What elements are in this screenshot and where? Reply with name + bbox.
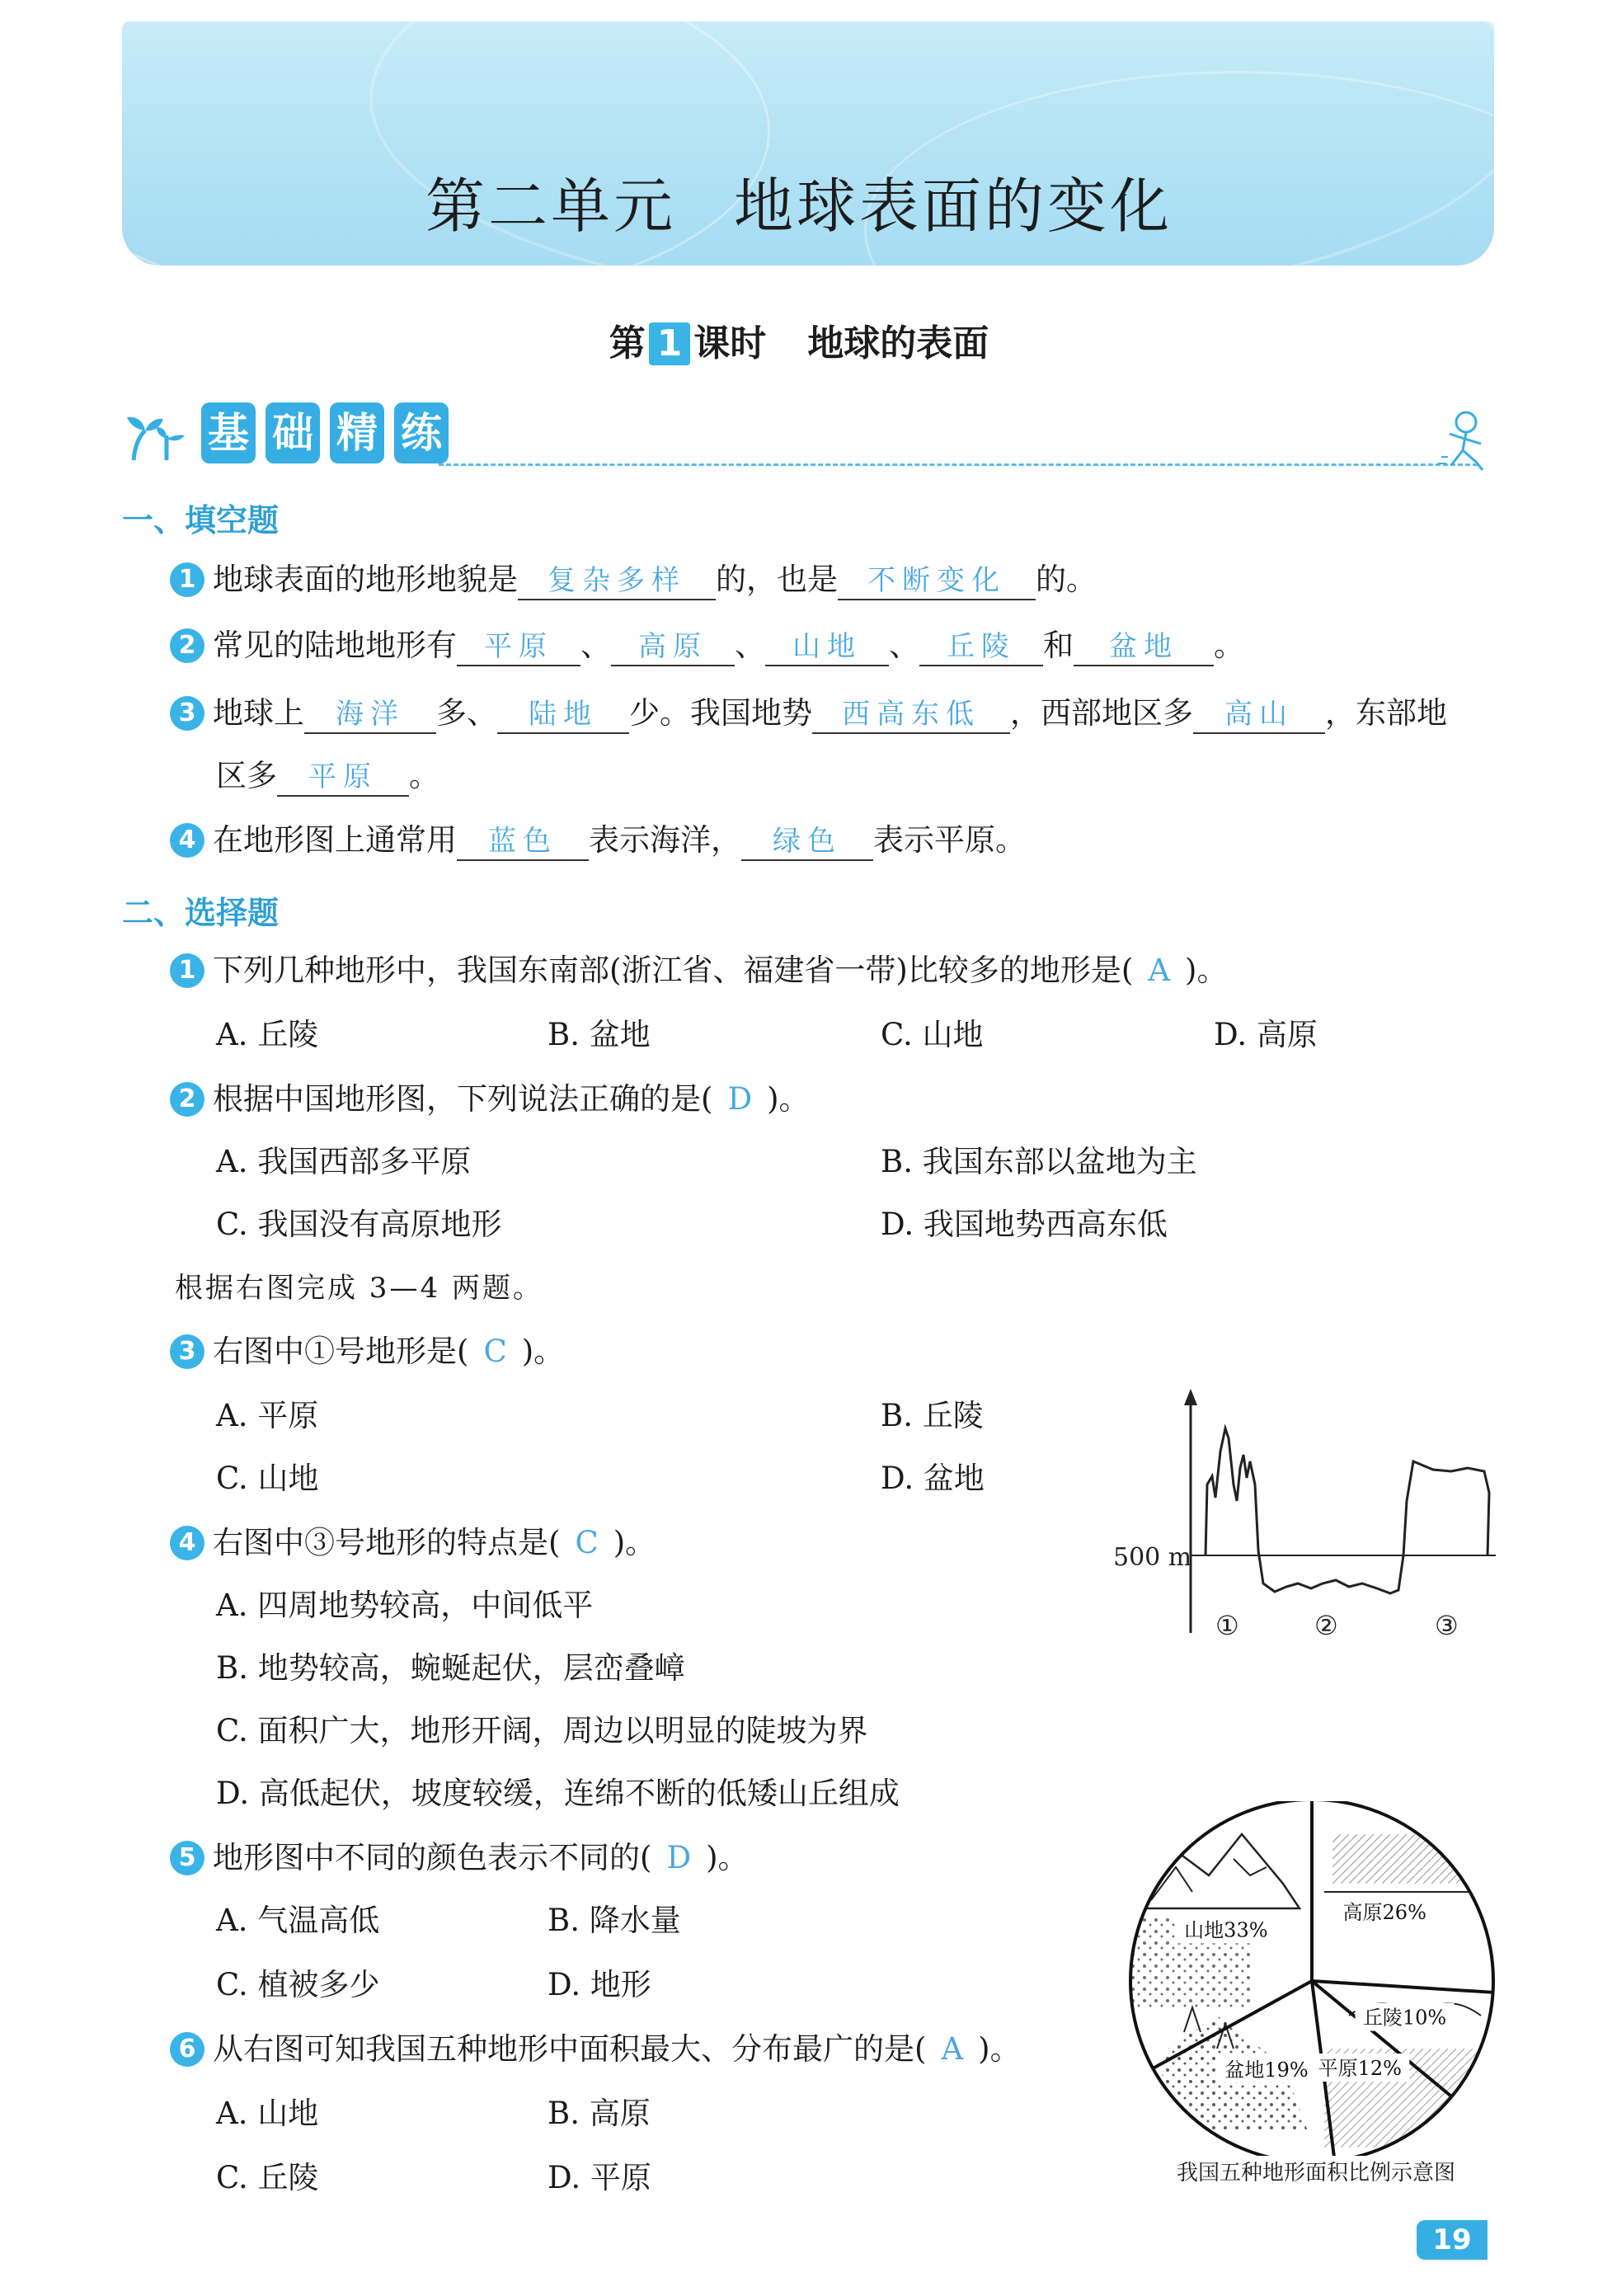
landform-pie-chart bbox=[1118, 1801, 1506, 2156]
question-number: 3 bbox=[170, 1334, 204, 1369]
option[interactable]: A. 气温高低 bbox=[216, 1903, 380, 1938]
fill-question-2 bbox=[170, 625, 1244, 666]
unit-prefix: 第二单元 bbox=[425, 172, 676, 241]
question-text: 的，也是 bbox=[716, 562, 838, 597]
choice-question-3 bbox=[170, 1331, 564, 1372]
answer-blank[interactable]: 高山 bbox=[1193, 696, 1325, 734]
lesson-pre: 第 bbox=[609, 322, 646, 365]
answer-blank[interactable]: 高原 bbox=[611, 628, 735, 666]
option[interactable]: B. 丘陵 bbox=[881, 1398, 984, 1433]
page-number: 19 bbox=[1417, 2220, 1488, 2260]
option[interactable]: D. 地形 bbox=[548, 1967, 651, 2002]
question-number: 2 bbox=[170, 628, 204, 663]
axis-arrow-icon bbox=[1184, 1389, 1197, 1405]
section-heading-fill: 一、填空题 bbox=[122, 502, 280, 539]
answer-blank[interactable]: 平原 bbox=[457, 628, 580, 666]
question-text: )。 bbox=[706, 1840, 749, 1875]
answer-blank[interactable]: 西高东低 bbox=[812, 696, 1010, 734]
pie-slice-label: 平原12% bbox=[1318, 2057, 1402, 2081]
question-text: )。 bbox=[613, 1525, 656, 1560]
answer-blank[interactable]: 盆地 bbox=[1074, 628, 1214, 666]
question-number: 1 bbox=[170, 562, 204, 597]
lesson-name: 地球的表面 bbox=[807, 322, 989, 365]
question-text: 多、 bbox=[436, 695, 497, 731]
question-text: 右图中①号地形是( bbox=[213, 1334, 469, 1369]
lesson-title bbox=[0, 313, 1598, 366]
lesson-number-badge: 1 bbox=[649, 322, 691, 365]
answer-blank[interactable]: 平原 bbox=[277, 759, 409, 797]
section-heading-choice: 二、选择题 bbox=[122, 895, 280, 931]
fill-question-3-cont bbox=[216, 755, 439, 797]
question-text: )。 bbox=[521, 1334, 565, 1369]
question-text: 区多 bbox=[216, 758, 277, 793]
pie-slice-label: 高原26% bbox=[1342, 1901, 1426, 1925]
pie-slice-divider bbox=[1312, 1981, 1493, 1993]
profile-terrain-line bbox=[1206, 1428, 1489, 1593]
question-number: 1 bbox=[170, 953, 204, 988]
answer-blank[interactable]: 海洋 bbox=[304, 696, 436, 734]
question-number: 5 bbox=[170, 1841, 204, 1875]
question-text: 右图中③号地形的特点是( bbox=[213, 1525, 561, 1560]
answer-choice[interactable]: D bbox=[727, 1081, 753, 1117]
pie-slice-label: 丘陵10% bbox=[1362, 2006, 1447, 2030]
answer-choice[interactable]: D bbox=[666, 1840, 692, 1875]
question-text: ，西部地区多 bbox=[1010, 695, 1193, 731]
question-text: 。 bbox=[409, 758, 439, 793]
question-number: 4 bbox=[170, 1526, 204, 1560]
question-text: 根据中国地形图，下列说法正确的是( bbox=[213, 1081, 713, 1117]
question-text: 地形图中不同的颜色表示不同的( bbox=[213, 1840, 652, 1875]
option[interactable]: B. 地势较高，蜿蜒起伏，层峦叠嶂 bbox=[216, 1650, 685, 1686]
option[interactable]: B. 高原 bbox=[548, 2096, 651, 2131]
practice-char: 础 bbox=[266, 402, 320, 463]
practice-char: 基 bbox=[201, 402, 256, 463]
fill-question-4 bbox=[170, 820, 1026, 861]
option[interactable]: D. 平原 bbox=[548, 2160, 651, 2195]
lesson-post: 课时 bbox=[693, 322, 767, 365]
instruction-note: 根据右图完成 3—4 两题。 bbox=[175, 1272, 543, 1305]
option[interactable]: C. 山地 bbox=[881, 1017, 984, 1052]
question-text: 地球表面的地形地貌是 bbox=[213, 562, 518, 597]
question-text: 从右图可知我国五种地形中面积最大、分布最广的是( bbox=[213, 2031, 927, 2067]
option[interactable]: D. 高低起伏，坡度较缓，连绵不断的低矮山丘组成 bbox=[216, 1776, 900, 1811]
question-text: )。 bbox=[978, 2031, 1021, 2067]
question-text: 和 bbox=[1043, 628, 1074, 663]
question-text: 表示平原。 bbox=[873, 822, 1026, 858]
question-text: 少。我国地势 bbox=[629, 695, 812, 731]
question-number: 4 bbox=[170, 823, 204, 858]
answer-choice[interactable]: C bbox=[483, 1334, 507, 1369]
question-text: 常见的陆地地形有 bbox=[213, 628, 457, 663]
answer-blank[interactable]: 蓝色 bbox=[457, 823, 589, 861]
question-text: ，东部地 bbox=[1325, 695, 1447, 731]
option[interactable]: C. 植被多少 bbox=[216, 1967, 380, 2002]
option[interactable]: D. 我国地势西高东低 bbox=[881, 1207, 1168, 1242]
answer-blank[interactable]: 山地 bbox=[765, 628, 889, 666]
unit-name: 地球表面的变化 bbox=[734, 172, 1173, 241]
answer-blank[interactable]: 复杂多样 bbox=[518, 562, 716, 600]
choice-question-6 bbox=[170, 2029, 1021, 2070]
question-text: 、 bbox=[889, 628, 919, 663]
question-number: 6 bbox=[170, 2032, 204, 2067]
fill-question-3 bbox=[170, 693, 1447, 734]
answer-blank[interactable]: 陆地 bbox=[497, 696, 629, 734]
option[interactable]: A. 我国西部多平原 bbox=[216, 1144, 472, 1179]
runner-icon bbox=[1435, 407, 1494, 473]
option[interactable]: B. 降水量 bbox=[548, 1903, 681, 1938]
answer-blank[interactable]: 不断变化 bbox=[838, 562, 1036, 600]
option[interactable]: D. 高原 bbox=[1214, 1017, 1318, 1052]
answer-choice[interactable]: A bbox=[1148, 953, 1171, 988]
terrain-profile-figure bbox=[1105, 1386, 1501, 1658]
choice-question-4 bbox=[170, 1522, 656, 1564]
question-text: 、 bbox=[580, 628, 611, 663]
question-number: 3 bbox=[170, 696, 204, 731]
choice-question-1 bbox=[170, 950, 1227, 991]
answer-choice[interactable]: C bbox=[575, 1525, 599, 1560]
practice-char: 练 bbox=[394, 402, 449, 463]
option[interactable]: D. 盆地 bbox=[881, 1461, 985, 1496]
option[interactable]: A. 四周地势较高，中间低平 bbox=[216, 1588, 594, 1623]
option[interactable]: B. 盆地 bbox=[548, 1017, 651, 1052]
question-number: 2 bbox=[170, 1082, 204, 1117]
question-text: )。 bbox=[767, 1081, 810, 1117]
section-divider bbox=[439, 463, 1478, 466]
answer-choice[interactable]: A bbox=[941, 2031, 964, 2067]
question-text: 表示海洋， bbox=[589, 822, 741, 858]
pie-slice-label: 山地33% bbox=[1184, 1918, 1268, 1942]
answer-blank[interactable]: 丘陵 bbox=[919, 628, 1043, 666]
question-text: 下列几种地形中，我国东南部(浙江省、福建省一带)比较多的地形是( bbox=[213, 953, 1134, 988]
option[interactable]: C. 丘陵 bbox=[216, 2160, 319, 2195]
question-text: 在地形图上通常用 bbox=[213, 822, 457, 858]
answer-blank[interactable]: 绿色 bbox=[741, 823, 873, 861]
choice-question-5 bbox=[170, 1837, 749, 1879]
question-text: 地球上 bbox=[213, 695, 304, 731]
fill-question-1 bbox=[170, 559, 1097, 600]
unit-title bbox=[0, 158, 1598, 244]
pie-slice-label: 盆地19% bbox=[1224, 2058, 1309, 2082]
profile-marker: ② bbox=[1314, 1610, 1338, 1641]
option[interactable]: C. 面积广大，地形开阔，周边以明显的陡坡为界 bbox=[216, 1713, 868, 1748]
profile-axis-label: 500 m bbox=[1113, 1543, 1192, 1572]
mountain-icon bbox=[1135, 1834, 1300, 1908]
option[interactable]: C. 我国没有高原地形 bbox=[216, 1207, 502, 1242]
option[interactable]: C. 山地 bbox=[216, 1461, 319, 1496]
question-text: )。 bbox=[1185, 953, 1228, 988]
option[interactable]: A. 山地 bbox=[216, 2096, 319, 2131]
option[interactable]: B. 我国东部以盆地为主 bbox=[881, 1144, 1197, 1179]
question-text: 的。 bbox=[1036, 562, 1097, 597]
choice-question-2 bbox=[170, 1079, 810, 1120]
question-text: 、 bbox=[735, 628, 765, 663]
profile-marker: ③ bbox=[1435, 1610, 1459, 1641]
option[interactable]: A. 平原 bbox=[216, 1398, 319, 1433]
option[interactable]: A. 丘陵 bbox=[216, 1017, 319, 1052]
sprout-icon bbox=[124, 411, 188, 463]
profile-marker: ① bbox=[1215, 1610, 1239, 1641]
question-text: 。 bbox=[1214, 628, 1244, 663]
practice-char: 精 bbox=[330, 402, 384, 463]
pie-caption: 我国五种地形面积比例示意图 bbox=[1176, 2161, 1455, 2185]
